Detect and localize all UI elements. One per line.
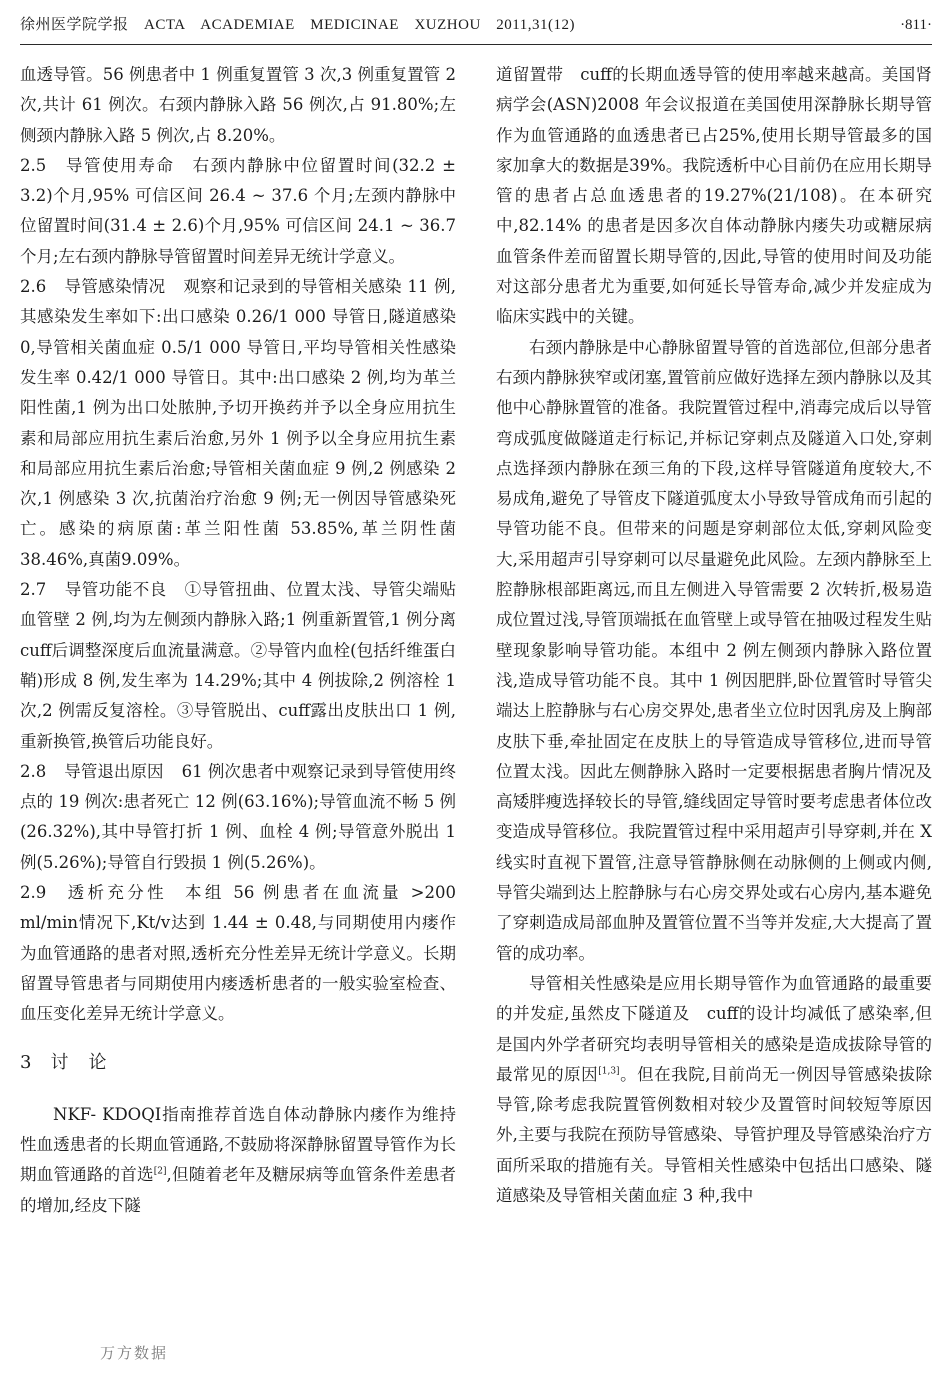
paragraph: 血透导管。56 例患者中 1 例重复置管 3 次,3 例重复置管 2 次,共计 61 例次。右颈内静脉入路 56 例次,占 91.80%;左侧颈内静脉入路 5 例次,占 8.20%。 — [20, 65, 456, 145]
section-number: 2.8 — [20, 761, 47, 781]
section-number: 2.9 — [20, 883, 47, 903]
left-column — [20, 60, 473, 1221]
section-2-5 — [20, 151, 456, 272]
section-title: 导管感染情况 — [64, 277, 166, 297]
right-column — [496, 60, 932, 1211]
paragraph — [20, 1100, 456, 1221]
section-body: ①导管扭曲、位置太浅、导管尖端贴血管壁 2 例,均为左侧颈内静脉入路;1 例重新置管,1 例分离 cuff后调整深度后血流量满意。②导管内血栓(包括纤维蛋白鞘)形成 8 例,发生率为 14.29%;其中 4 例拔除,2 例溶栓 1 次,2 例需反复溶栓。③导管脱出、cuff露出皮肤出口 1 例,重新换管,换管后功能良好。 — [20, 580, 473, 751]
section-body: 观察和记录到的导管相关感染 11 例,其感染发生率如下:出口感染 0.26/1 000 导管日,隧道感染 0,导管相关菌血症 0.5/1 000 导管日,平均导管相关性感染发生率 0.42/1 000 导管日。其中:出口感染 2 例,均为革兰阳性菌,1 例为出口处脓肿,予切开换药并予以全身应用抗生素和局部应用抗生素后治愈,另外 1 例予以全身应用抗生素和局部应用抗生素后治愈;导管相关菌血症 9 例,2 例感染 2 次,1 例感染 3 次,抗菌治疗治愈 9 例;无一例因导管感染死亡。感染的病原菌:革兰阳性菌 53.85%,革兰阴性菌 38.46%,真菌9.09%。 — [20, 277, 457, 569]
watermark: 万方数据 — [100, 1344, 169, 1362]
citation: [1,3] — [598, 1066, 620, 1077]
running-header — [20, 8, 932, 45]
section-2-8 — [20, 757, 456, 878]
paragraph-text: ,但随着老年及糖尿病等血管条件差患者的增加,经皮下隧 — [20, 1165, 457, 1215]
section-number: 2.7 — [20, 580, 47, 600]
paragraph: 右颈内静脉是中心静脉留置导管的首选部位,但部分患者右颈内静脉狭窄或闭塞,置管前应做好选择左颈内静脉以及其他中心静脉置管的准备。我院置管过程中,消毒完成后以导管弯成弧度做隧道走行标记,并标记穿刺点及隧道入口处,穿刺点选择颈内静脉在颈三角的下段,这样导管隧道角度较大,不易成角,避免了导管皮下隧道弧度太小导致导管成角而引起的导管功能不良。但带来的问题是穿刺部位太低,穿刺风险变大,采用超声引导穿刺可以尽量避免此风险。左颈内静脉至上腔静脉根部距离远,而且左侧进入导管需要 2 次转折,极易造成位置过浅,导管顶端抵在血管壁上或导管在抽吸过程发生贴壁现象影响导管功能。本组中 2 例左侧颈内静脉入路位置浅,造成导管功能不良。其中 1 例因肥胖,卧位置管时导管尖端达上腔静脉与右心房交界处,患者坐立位时因乳房及上胸部皮肤下垂,牵扯固定在皮肤上的导管造成导管移位,进而导管位置太浅。因此左侧静脉入路时一定要根据患者胸片情况及高矮胖瘦选择较长的导管,缝线固定导管时要考虑患者体位改变造成导管移位。我院置管过程中采用超声引导穿刺,并在 X线实时直视下置管,注意导管静脉侧在动脉侧的上侧或内侧,导管尖端到达上腔静脉与右心房交界处或右心房内,基本避免了穿刺造成局部血肿及置管位置不当等并发症,大大提高了置管的成功率。 — [496, 337, 932, 963]
section-body: 本组 56 例患者在血流量 >200 ml/min情况下,Kt/v达到 1.44 ± 0.48,与同期使用内瘘作为血管通路的患者对照,透析充分性差异无统计学意义。长期留置导管患者与同期使用内瘘透析患者的一般实验室检查、血压变化差异无统计学意义。 — [20, 883, 456, 1024]
paragraph-text: 。但在我院,目前尚无一例因导管感染拔除导管,除考虑我院置管例数相对较少及置管时间较短等原因外,主要与我院在预防导管感染、导管护理及导管感染治疗方面所采取的措施有关。导管相关性感染中包括出口感染、隧道感染及导管相关菌血症 3 种,我中 — [496, 1064, 932, 1205]
section-title: 透析充分性 — [64, 883, 167, 903]
section-2-6 — [20, 272, 456, 575]
section-3-heading — [20, 1048, 456, 1078]
section-number: 3 — [20, 1051, 33, 1073]
section-title: 导管功能不良 — [64, 580, 167, 600]
section-title: 导管使用寿命 — [64, 155, 175, 175]
section-title: 讨 论 — [50, 1051, 108, 1073]
page-number: ·811· — [900, 17, 932, 33]
section-number: 2.5 — [20, 155, 47, 175]
paragraph: 道留置带 cuff的长期血透导管的使用率越来越高。美国肾病学会(ASN)2008 年会议报道在美国使用深静脉长期导管作为血管通路的血透患者已占25%,使用长期导管最多的国家加拿大的数据是39%。我院透析中心目前仍在应用长期导管的患者占总血透患者的19.27%(21/108)。在本研究中,82.14% 的患者是因多次自体动静脉内瘘失功或糖尿病血管条件差而留置长期导管的,因此,导管的使用时间及功能对这部分患者尤为重要,如何延长导管寿命,减少并发症成为临床实践中的关键。 — [496, 65, 932, 327]
section-2-9 — [20, 878, 456, 1029]
section-number: 2.6 — [20, 277, 47, 297]
paragraph-text: 导管相关性感染是应用长期导管作为血管通路的最重要的并发症,虽然皮下隧道及 cuff的设计均减低了感染率,但是国内外学者研究均表明导管相关的感染是造成拔除导管的最常见的原因 — [496, 973, 932, 1084]
section-body: 右颈内静脉中位留置时间(32.2 ± 3.2)个月,95% 可信区间 26.4 ~ 37.6 个月;左颈内静脉中位留置时间(31.4 ± 2.6)个月,95% 可信区间 24.1 ~ 36.7 个月;左右颈内静脉导管留置时间差异无统计学意义。 — [20, 155, 456, 266]
citation: [2] — [153, 1166, 167, 1177]
paragraph-text: NKF- KDOQI指南推荐首选自体动静脉内瘘作为维持性血透患者的长期血管通路,不鼓励将深静脉留置导管作为长期血管通路的首选 — [20, 1104, 456, 1185]
journal-header: 徐州医学院学报 ACTA ACADEMIAE MEDICINAE XUZHOU 2011,31(12) — [20, 17, 575, 33]
section-2-7 — [20, 575, 473, 757]
section-body: 61 例次患者中观察记录到导管使用终点的 19 例次:患者死亡 12 例(63.16%);导管血流不畅 5 例(26.32%),其中导管打折 1 例、血栓 4 例;导管意外脱出 1 例(5.26%);导管自行毁损 1 例(5.26%)。 — [20, 761, 457, 872]
section-title: 导管退出原因 — [64, 761, 164, 781]
paragraph — [496, 969, 932, 1211]
